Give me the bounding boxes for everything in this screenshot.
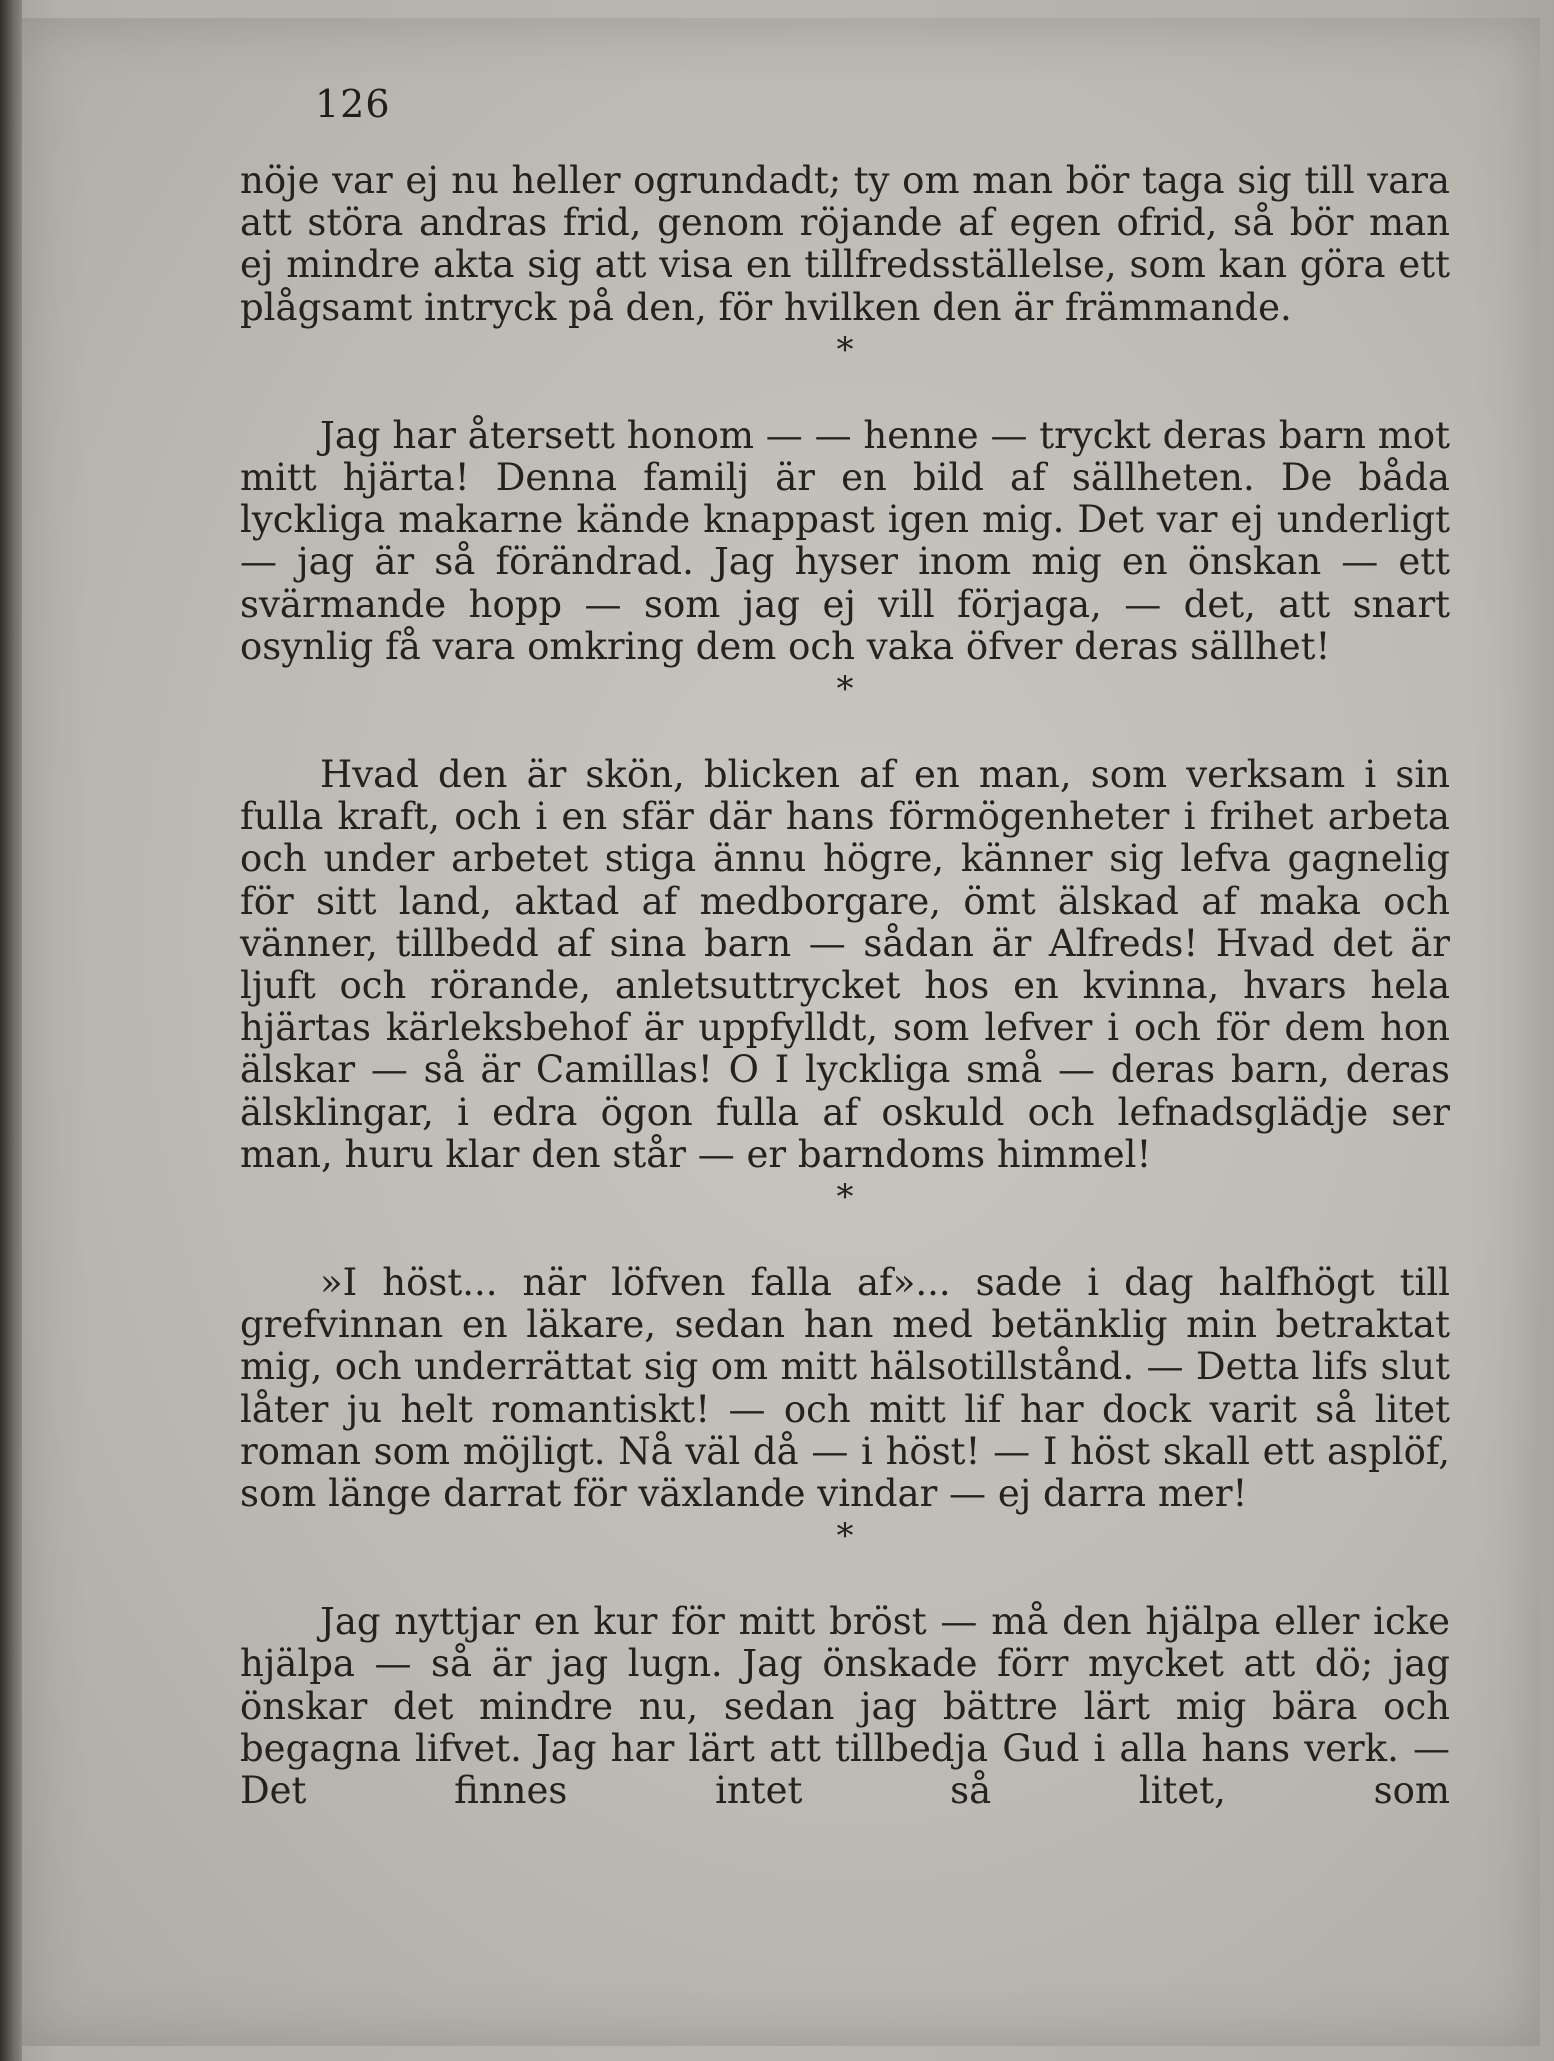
section-separator-2: *	[836, 669, 854, 710]
paragraph-1: nöje var ej nu heller ogrundadt; ty om man bör taga sig till vara att störa andras frid, genom röjande af egen ofrid, så bör man ej mindre akta sig att visa en tillfredsställelse, som kan göra ett plågsamt intryck på den, för hvilken den är främmande.	[240, 159, 1450, 329]
section-separator-3: *	[836, 1177, 854, 1218]
paragraph-5: Jag nyttjar en kur för mitt bröst — må den hjälpa eller icke hjälpa — så är jag lugn. Jag önskade förr mycket att dö; jag önskar det mindre nu, sedan jag bättre lärt mig bära och begagna lifvet. Jag har lärt att tillbedja Gud i alla hans verk. — Det finnes intet så litet, som	[240, 1600, 1450, 1813]
book-spine-shadow	[0, 0, 22, 2061]
paragraph-3: Hvad den är skön, blicken af en man, som verksam i sin fulla kraft, och i en sfär där hans förmögenheter i frihet arbeta och under arbetet stiga ännu högre, känner sig lefva gagnelig för sitt land, aktad af medborgare, ömt älskad af maka och vänner, tillbedd af sina barn — sådan är Alfreds! Hvad det är ljuft och rörande, anletsuttrycket hos en kvinna, hvars hela hjärtas kärleksbehof är uppfylldt, som lefver i och för dem hon älskar — så är Camillas! O I lyckliga små — deras barn, deras älsklingar, i edra ögon fulla af oskuld och lefnadsglädje ser man, huru klar den står — er barndoms himmel!	[240, 753, 1450, 1176]
section-separator-4: *	[836, 1516, 854, 1557]
paragraph-2: Jag har återsett honom — — henne — tryckt deras barn mot mitt hjärta! Denna familj är en bild af sällheten. De båda lyckliga makarne kände knappast igen mig. Det var ej underligt — jag är så förändrad. Jag hyser inom mig en önskan — ett svärmande hopp — som jag ej vill förjaga, — det, att snart osynlig få vara omkring dem och vaka öfver deras sällhet!	[240, 413, 1450, 668]
paragraph-4: »I höst... när löfven falla af»... sade i dag halfhögt till grefvinnan en läkare, sedan han med betänklig min betraktat mig, och underrättat sig om mitt hälsotillstånd. — Detta lifs slut låter ju helt romantiskt! — och mitt lif har dock varit så litet roman som möjligt. Nå väl då — i höst! — I höst skall ett asplöf, som länge darrat för växlande vindar — ej darra mer!	[240, 1261, 1450, 1516]
section-separator-1: *	[836, 329, 854, 370]
page-number: 126	[315, 82, 391, 126]
page-text	[240, 160, 1450, 1812]
